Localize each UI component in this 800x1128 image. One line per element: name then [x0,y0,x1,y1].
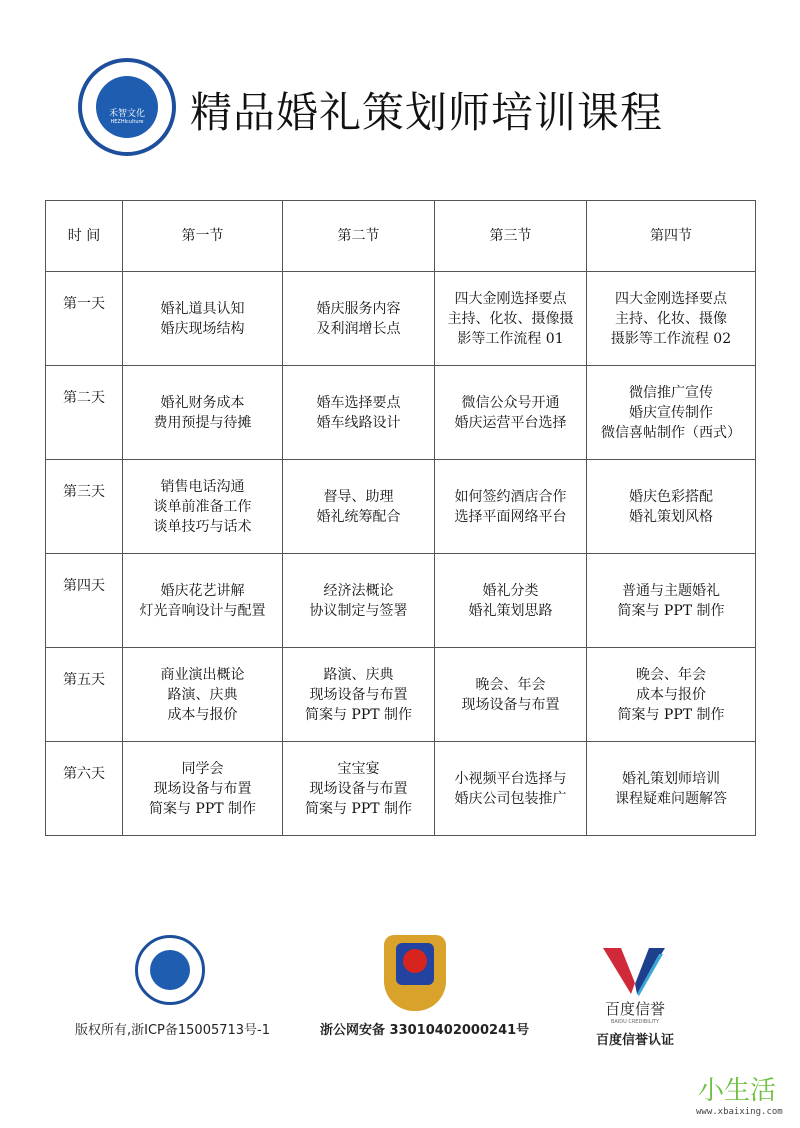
page-title: 精品婚礼策划师培训课程 [190,88,664,137]
session-cell [123,460,283,554]
session-line: 简案与 PPT 制作 [617,602,725,619]
session-cell [587,460,756,554]
session-line: 宝宝宴 [337,760,380,777]
session-line: 简案与 PPT 制作 [148,800,257,817]
session-line: 小视频平台选择与 [454,770,567,787]
police-block [320,935,530,1038]
session-line: 课程疑难问题解答 [615,790,727,807]
session-line: 谈单技巧与话术 [153,518,252,535]
session-cell [587,272,756,366]
session-line: 婚礼统筹配合 [316,508,401,525]
day-cell: 第二天 [46,366,123,460]
session-line: 销售电话沟通 [160,478,245,495]
session-line: 婚礼财务成本 [160,394,245,411]
session-cell [587,742,756,836]
session-line: 婚庆宣传制作 [629,404,713,421]
column-header: 第三节 [435,201,587,272]
baidu-block [575,948,695,1048]
session-line: 费用预提与待摊 [153,414,252,431]
session-line: 选择平面网络平台 [454,508,567,525]
session-line: 现场设备与布置 [461,696,560,713]
session-line: 四大金刚选择要点 [454,290,567,307]
day-cell: 第三天 [46,460,123,554]
session-line: 摄影等工作流程 02 [610,330,732,347]
police-text: 浙公网安备 33010402000241号 [320,1023,530,1038]
logo-en: HEZHIculture [110,119,144,125]
session-line: 简案与 PPT 制作 [304,800,413,817]
session-line: 协议制定与签署 [309,602,408,619]
day-cell: 第六天 [46,742,123,836]
day-cell: 第四天 [46,554,123,648]
session-cell [435,366,587,460]
session-cell [587,554,756,648]
session-cell [587,366,756,460]
session-line: 谈单前准备工作 [153,498,252,515]
session-line: 微信喜帖制作（西式） [601,424,741,441]
session-line: 路演、庆典 [323,666,394,683]
baidu-en: BAIDU CREDIBILITY [610,1019,660,1025]
session-cell [123,554,283,648]
session-line: 影等工作流程 01 [457,330,564,347]
icp-text: 版权所有,浙ICP备15005713号-1 [75,1023,271,1038]
session-line: 督导、助理 [323,488,394,505]
session-line: 婚车线路设计 [316,414,401,431]
session-line: 婚庆服务内容 [316,300,401,317]
session-line: 婚庆现场结构 [160,320,245,337]
session-line: 婚庆运营平台选择 [454,414,567,431]
table-row [46,554,756,648]
table-row [46,366,756,460]
session-line: 婚礼策划师培训 [622,770,720,787]
session-line: 普通与主题婚礼 [622,582,720,599]
session-line: 成本与报价 [636,686,706,703]
day-cell: 第一天 [46,272,123,366]
session-line: 微信公众号开通 [461,394,560,411]
session-line: 现场设备与布置 [309,686,408,703]
session-line: 婚礼分类 [482,582,539,599]
session-line: 婚车选择要点 [316,394,401,411]
header-row [46,201,756,272]
session-line: 商业演出概论 [160,666,245,683]
schedule-table [45,200,756,836]
session-line: 路演、庆典 [167,686,238,703]
hezhi-logo [78,58,176,156]
session-line: 如何签约酒店合作 [454,488,567,505]
session-cell [435,460,587,554]
baidu-cert: 百度信誉认证 [595,1033,674,1048]
session-line: 婚礼策划思路 [468,602,553,619]
session-line: 婚礼道具认知 [160,300,245,317]
session-line: 婚礼策划风格 [629,508,713,525]
session-line: 成本与报价 [167,706,238,723]
session-cell [283,554,435,648]
watermark-url: www.xbaixing.com [696,1107,783,1117]
session-cell [435,554,587,648]
column-header: 时 间 [46,201,123,272]
session-cell [283,366,435,460]
session-line: 婚庆公司包装推广 [454,790,567,807]
session-line: 经济法概论 [323,582,394,599]
session-cell [283,648,435,742]
icp-block [75,935,271,1038]
police-badge-icon [384,935,446,1011]
table-row [46,648,756,742]
session-cell [435,742,587,836]
session-line: 晚会、年会 [475,676,546,693]
session-cell [435,272,587,366]
session-line: 微信推广宣传 [629,384,713,401]
session-line: 同学会 [181,760,224,777]
session-line: 灯光音响设计与配置 [139,602,266,619]
session-cell [435,648,587,742]
session-line: 现场设备与布置 [309,780,408,797]
hezhi-small-logo [135,935,205,1005]
logo-cn: 禾智文化 [108,109,145,119]
column-header: 第四节 [587,201,756,272]
session-line: 简案与 PPT 制作 [617,706,725,723]
session-cell [123,648,283,742]
session-line: 晚会、年会 [636,666,706,683]
session-cell [123,272,283,366]
baidu-brand: 百度信誉 [604,1000,665,1018]
session-line: 及利润增长点 [316,320,401,337]
session-line: 现场设备与布置 [153,780,252,797]
watermark-text: 小生活 [698,1076,777,1106]
session-line: 主持、化妆、摄像摄 [447,310,574,327]
session-cell [123,366,283,460]
watermark [668,1070,783,1117]
table-row [46,742,756,836]
session-cell [283,742,435,836]
session-line: 婚庆花艺讲解 [160,582,245,599]
table-row [46,460,756,554]
session-line: 简案与 PPT 制作 [304,706,413,723]
session-line: 四大金刚选择要点 [615,290,727,307]
session-cell [283,460,435,554]
column-header: 第一节 [123,201,283,272]
column-header: 第二节 [283,201,435,272]
session-cell [123,742,283,836]
table-row [46,272,756,366]
session-line: 主持、化妆、摄像 [615,310,727,327]
session-cell [283,272,435,366]
session-line: 婚庆色彩搭配 [629,488,713,505]
day-cell: 第五天 [46,648,123,742]
session-cell [587,648,756,742]
baidu-v-icon [603,948,667,998]
